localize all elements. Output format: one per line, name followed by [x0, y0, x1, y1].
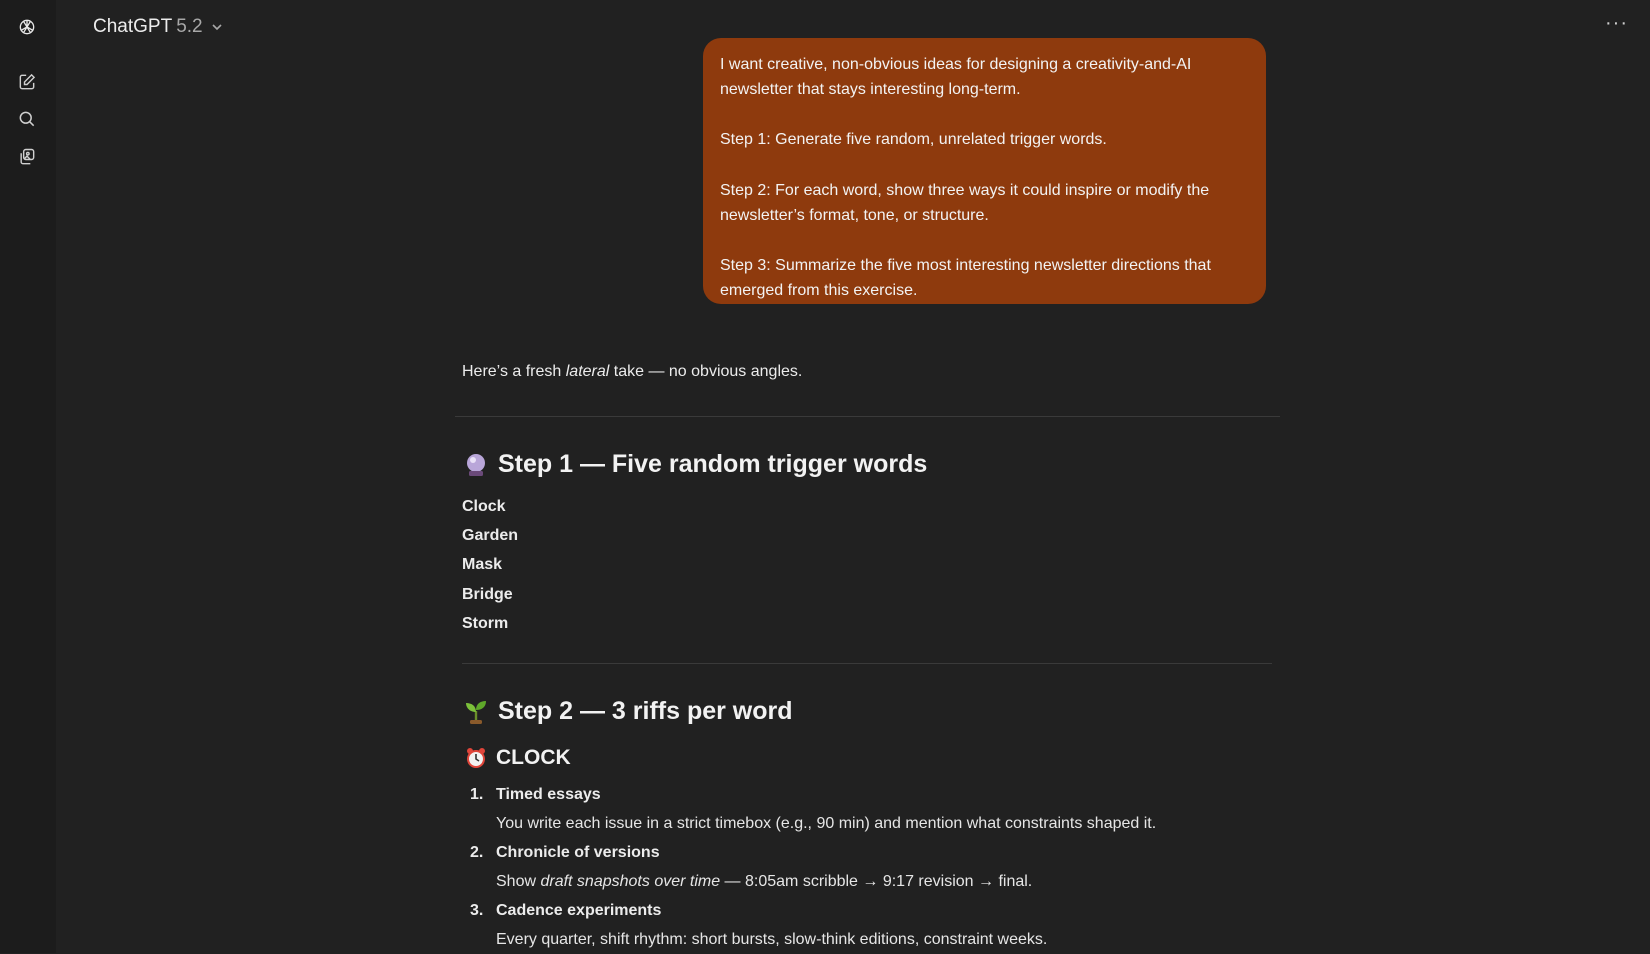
trigger-word-list [462, 492, 518, 638]
list-number: 1. [470, 786, 484, 803]
riff-list [470, 780, 1290, 954]
openai-logo-icon[interactable] [15, 15, 39, 39]
crystal-ball-icon [464, 452, 488, 478]
clock-heading [466, 746, 571, 770]
chevron-down-icon [211, 21, 223, 33]
riff-text: Show [496, 873, 541, 890]
list-number: 2. [470, 844, 484, 861]
list-item: Bridge [462, 585, 513, 603]
user-message-paragraph: Step 2: For each word, show three ways it could inspire or modify the newsletter’s format, tone, or structure. [720, 181, 1210, 224]
step1-title: Step 1 — Five random trigger words [498, 450, 928, 478]
model-selector[interactable] [93, 16, 223, 38]
list-item [470, 780, 1290, 838]
seedling-icon [464, 699, 488, 725]
model-version: 5.2 [176, 16, 203, 37]
user-message-paragraph: Step 3: Summarize the five most interesting newsletter directions that emerged from this exercise. [720, 257, 1211, 300]
search-icon[interactable] [15, 107, 39, 131]
library-icon[interactable] [15, 145, 39, 169]
alarm-clock-icon [466, 747, 486, 769]
riff-description [496, 867, 1290, 896]
riff-text: — 8:05am scribble → 9:17 revision → final. [720, 873, 1033, 890]
list-item: Storm [462, 614, 509, 632]
step2-heading [464, 697, 793, 726]
riff-description: You write each issue in a strict timebox (e.g., 90 min) and mention what constraints shaped it. [496, 815, 1157, 832]
riff-title: Cadence experiments [496, 902, 662, 919]
intro-text: take — no obvious angles. [609, 363, 803, 380]
clock-title: CLOCK [496, 746, 571, 769]
response-intro [462, 359, 1292, 384]
sidebar [0, 0, 56, 953]
step1-heading [464, 450, 927, 479]
list-item: Clock [462, 498, 506, 515]
intro-emphasis: lateral [565, 363, 610, 380]
user-message-paragraph: I want creative, non-obvious ideas for designing a creativity-and-AI newsletter that stays interesting long-term. [720, 56, 1192, 99]
user-message-paragraph: Step 1: Generate five random, unrelated trigger words. [720, 131, 1107, 149]
riff-title: Chronicle of versions [496, 844, 660, 861]
list-item [470, 896, 1290, 954]
riff-description: Every quarter, shift rhythm: short bursts, slow-think editions, constraint weeks. [496, 931, 1048, 948]
list-item: Garden [462, 527, 519, 545]
step2-title: Step 2 — 3 riffs per word [498, 697, 793, 725]
list-item: Mask [462, 556, 503, 574]
more-options-icon[interactable]: ··· [1605, 12, 1628, 34]
app-name: ChatGPT [93, 16, 173, 37]
list-item [470, 838, 1290, 896]
assistant-response [462, 359, 1292, 384]
user-message-bubble [703, 38, 1266, 304]
divider [455, 416, 1280, 417]
riff-emphasis: draft snapshots over time [540, 873, 721, 890]
list-number: 3. [470, 902, 484, 919]
divider [462, 663, 1272, 664]
new-chat-icon[interactable] [15, 70, 39, 94]
intro-text: Here’s a fresh [462, 363, 566, 380]
riff-title: Timed essays [496, 786, 601, 803]
